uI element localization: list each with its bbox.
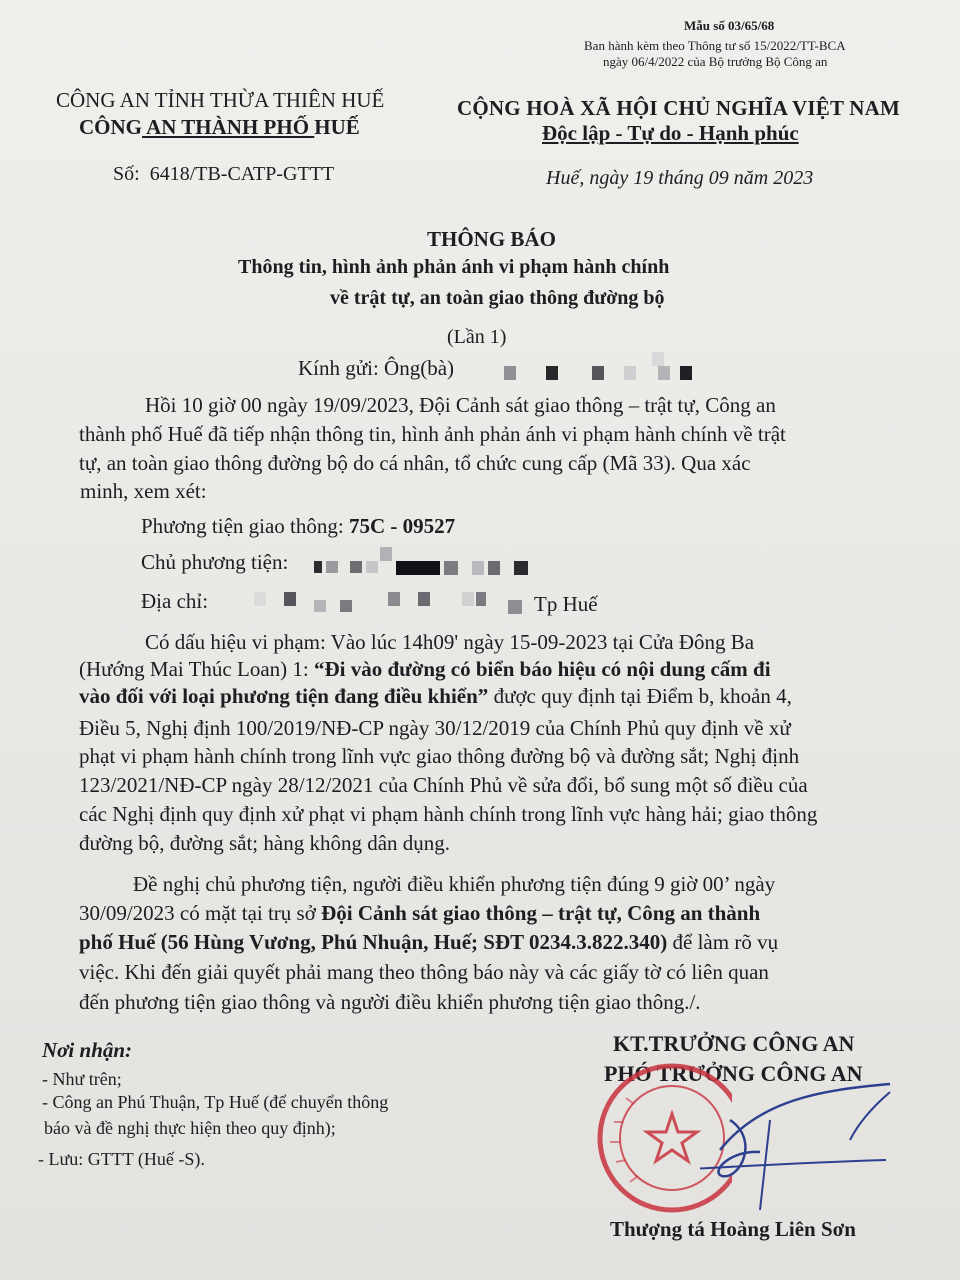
redacted-block xyxy=(380,547,392,561)
redacted-block xyxy=(504,366,516,380)
redacted-block xyxy=(652,352,664,366)
request-date: 30/09/2023 có mặt tại trụ sở xyxy=(79,901,322,925)
redacted-block xyxy=(508,600,522,614)
agency-parent: CÔNG AN TỈNH THỪA THIÊN HUẾ xyxy=(56,88,385,112)
nation-heading: CỘNG HOÀ XÃ HỘI CHỦ NGHĨA VIỆT NAM xyxy=(457,96,900,120)
recipient-item: - Công an Phú Thuận, Tp Huế (để chuyển thông xyxy=(42,1092,389,1112)
address-label: Địa chỉ: xyxy=(141,589,209,613)
violation-line: các Nghị định quy định xử phạt vi phạm hành chính trong lĩnh vực hàng hải; giao thông xyxy=(79,802,818,826)
redacted-block xyxy=(284,592,296,606)
request-purpose: để làm rõ vụ xyxy=(667,930,779,954)
request-line: việc. Khi đến giải quyết phải mang theo thông báo này và các giấy tờ có liên quan xyxy=(79,960,769,984)
redacted-block xyxy=(366,561,378,573)
violation-line: phạt vi phạm hành chính trong lĩnh vực giao thông đường bộ và đường sắt; Nghị định xyxy=(79,744,800,768)
document-title: THÔNG BÁO xyxy=(427,227,556,251)
recipient-label: Kính gửi: Ông(bà) xyxy=(298,356,455,380)
recipient-item: - Như trên; xyxy=(42,1069,122,1089)
place-date: Huế, ngày 19 tháng 09 năm 2023 xyxy=(546,167,814,189)
handwritten-signature-icon xyxy=(700,1080,900,1220)
violation-location: (Hướng Mai Thúc Loan) 1: xyxy=(79,657,314,681)
redacted-block xyxy=(340,600,352,612)
issue-number: (Lần 1) xyxy=(447,326,507,348)
violation-legal-basis: được quy định tại Điểm b, khoản 4, xyxy=(488,684,792,708)
intro-line: minh, xem xét: xyxy=(80,479,207,503)
agency-name-part2: AN THÀNH PHỐ xyxy=(142,115,315,139)
motto: Độc lập - Tự do - Hạnh phúc xyxy=(542,121,799,145)
violation-line: Điều 5, Nghị định 100/2019/NĐ-CP ngày 30/12/2019 của Chính Phủ quy định về xử xyxy=(79,716,791,740)
request-office-address: phố Huế (56 Hùng Vương, Phú Nhuận, Huế; SĐT 0234.3.822.340) xyxy=(79,930,668,954)
redacted-block xyxy=(488,561,500,575)
intro-line: thành phố Huế đã tiếp nhận thông tin, hình ảnh phản ánh vi phạm hành chính về trật xyxy=(79,422,786,446)
doc-number-label: Số: xyxy=(113,163,140,185)
request-line xyxy=(79,901,760,926)
redacted-block xyxy=(350,561,362,573)
signature-subtitle: PHÓ TRƯỞNG CÔNG AN xyxy=(604,1061,863,1086)
recipient-line xyxy=(298,356,454,381)
violation-line: đường bộ, đường sắt; hàng không dân dụng. xyxy=(79,831,451,855)
form-code: Mẫu số 03/65/68 xyxy=(684,18,775,33)
redacted-block xyxy=(592,366,604,380)
request-office: Đội Cảnh sát giao thông – trật tự, Công an thành xyxy=(321,901,761,925)
redacted-block xyxy=(388,592,400,606)
vehicle-line xyxy=(141,514,455,539)
redacted-block xyxy=(514,561,528,575)
vehicle-label: Phương tiện giao thông: xyxy=(141,514,349,538)
redacted-block xyxy=(254,592,266,606)
address-tail: Tp Huế xyxy=(534,592,598,616)
recipients-heading: Nơi nhận: xyxy=(42,1038,133,1062)
violation-line: Có dấu hiệu vi phạm: Vào lúc 14h09' ngày 15-09-2023 tại Cửa Đông Ba xyxy=(145,630,755,654)
intro-line: Hồi 10 giờ 00 ngày 19/09/2023, Đội Cảnh sát giao thông – trật tự, Công an xyxy=(145,393,776,417)
redacted-block xyxy=(472,561,484,575)
owner-line xyxy=(141,550,288,575)
doc-number xyxy=(113,163,334,186)
redacted-block xyxy=(418,592,430,606)
request-line xyxy=(79,930,778,955)
form-issued-line2: ngày 06/4/2022 của Bộ trưởng Bộ Công an xyxy=(603,54,828,69)
request-line: đến phương tiện giao thông và người điều khiển phương tiện giao thông./. xyxy=(79,990,701,1014)
redacted-block xyxy=(396,561,440,575)
address-line xyxy=(141,589,208,614)
recipient-item: - Lưu: GTTT (Huế -S). xyxy=(38,1149,205,1169)
form-issued-line1: Ban hành kèm theo Thông tư số 15/2022/TT-BCA xyxy=(584,38,846,53)
doc-number-value: 6418/TB-CATP-GTTT xyxy=(149,163,335,185)
redacted-block xyxy=(546,366,558,380)
vehicle-plate: 75C - 09527 xyxy=(348,514,456,538)
redacted-block xyxy=(314,600,326,612)
agency-name-part3: HUẾ xyxy=(314,115,360,139)
violation-description: vào đối với loại phương tiện đang điều khiển” xyxy=(79,684,489,708)
recipient-item: báo và đề nghị thực hiện theo quy định); xyxy=(44,1118,336,1138)
document-subtitle-line1: Thông tin, hình ảnh phản ánh vi phạm hành chính xyxy=(238,256,670,278)
intro-line: tự, an toàn giao thông đường bộ do cá nhân, tổ chức cung cấp (Mã 33). Qua xác xyxy=(79,451,751,475)
redacted-block xyxy=(462,592,474,606)
request-line: Đề nghị chủ phương tiện, người điều khiển phương tiện đúng 9 giờ 00’ ngày xyxy=(133,872,776,896)
redacted-block xyxy=(658,366,670,380)
violation-description: “Đi vào đường có biển báo hiệu có nội dung cấm đi xyxy=(313,657,771,681)
violation-line: 123/2021/NĐ-CP ngày 28/12/2021 của Chính Phủ về sửa đổi, bổ sung một số điều của xyxy=(79,773,808,797)
redacted-block xyxy=(326,561,338,573)
violation-line xyxy=(79,684,792,709)
signature-title: KT.TRƯỞNG CÔNG AN xyxy=(613,1031,855,1056)
redacted-block xyxy=(314,561,322,573)
redacted-block xyxy=(444,561,458,575)
owner-label: Chủ phương tiện: xyxy=(141,550,289,574)
agency-name-part1: CÔNG xyxy=(79,115,142,139)
redacted-block xyxy=(624,366,636,380)
violation-line xyxy=(79,657,771,682)
redacted-block xyxy=(476,592,486,606)
redacted-block xyxy=(680,366,692,380)
agency-name xyxy=(79,115,360,140)
signer-name: Thượng tá Hoàng Liên Sơn xyxy=(610,1217,856,1241)
document-subtitle-line2: về trật tự, an toàn giao thông đường bộ xyxy=(330,287,665,309)
